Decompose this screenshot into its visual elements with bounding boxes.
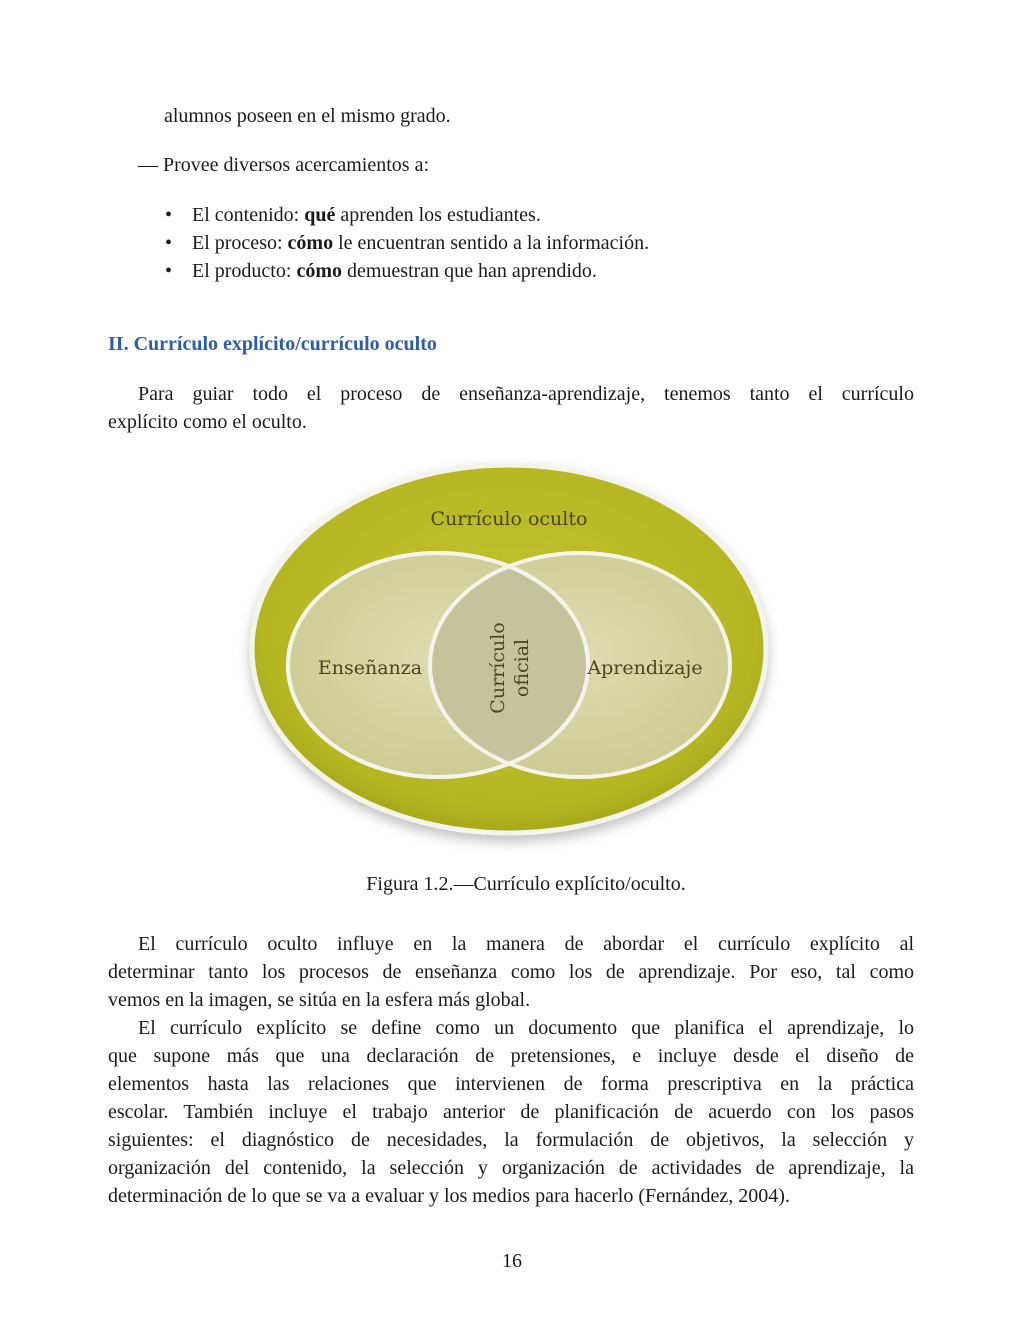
- bullet-icon: •: [165, 232, 173, 254]
- right-label: Aprendizaje: [587, 657, 703, 679]
- bullet-icon: •: [165, 260, 173, 282]
- bullet-item-process: • El proceso: cómo le encuentran sentido a la información.: [165, 229, 649, 257]
- outer-label: Currículo oculto: [430, 508, 588, 530]
- paragraph-explicit-curriculum: El currículo explícito se define como un documento que planifica el aprendizaje, lo que supone más que una declaración de pretensiones, e incluye desde el diseño de elementos hasta las relaciones que intervienen de forma prescriptiva en la práctica escolar. También incluye el trabajo anterior de planificación de acuerdo con los pasos siguientes: el diagnóstico de necesidades, la formulación de objetivos, la selección y organización del contenido, la selección y organización de actividades de aprendizaje, la determinación de lo que se va a evaluar y los medios para hacerlo (Fernández, 2004).: [108, 1017, 914, 1207]
- continuation-text: alumnos poseen en el mismo grado.: [164, 105, 451, 127]
- section-heading: II. Currículo explícito/currículo oculto: [108, 333, 437, 355]
- dash-list-item: — Provee diversos acercamientos a:: [138, 154, 430, 176]
- center-label-line1: Currículo: [487, 622, 509, 714]
- paragraph-hidden-curriculum: El currículo oculto influye en la manera de abordar el currículo explícito al determinar tanto los procesos de enseñanza como los de aprendizaje. Por eso, tal como vemos en la imagen, se sitúa en la esfera más global.: [108, 933, 914, 1011]
- bullet-icon: •: [165, 204, 173, 226]
- center-label-line2: oficial: [511, 638, 533, 698]
- intro-paragraph: Para guiar todo el proceso de enseñanza-aprendizaje, tenemos tanto el currículo explícito como el oculto.: [108, 383, 914, 433]
- bullet-item-product: • El producto: cómo demuestran que han aprendido.: [165, 257, 597, 285]
- curriculum-venn-diagram: [238, 452, 782, 852]
- left-label: Enseñanza: [317, 657, 423, 679]
- page-number: 16: [502, 1250, 522, 1272]
- bullet-item-content: • El contenido: qué aprenden los estudiantes.: [165, 201, 541, 229]
- figure-caption: Figura 1.2.—Currículo explícito/oculto.: [366, 873, 686, 895]
